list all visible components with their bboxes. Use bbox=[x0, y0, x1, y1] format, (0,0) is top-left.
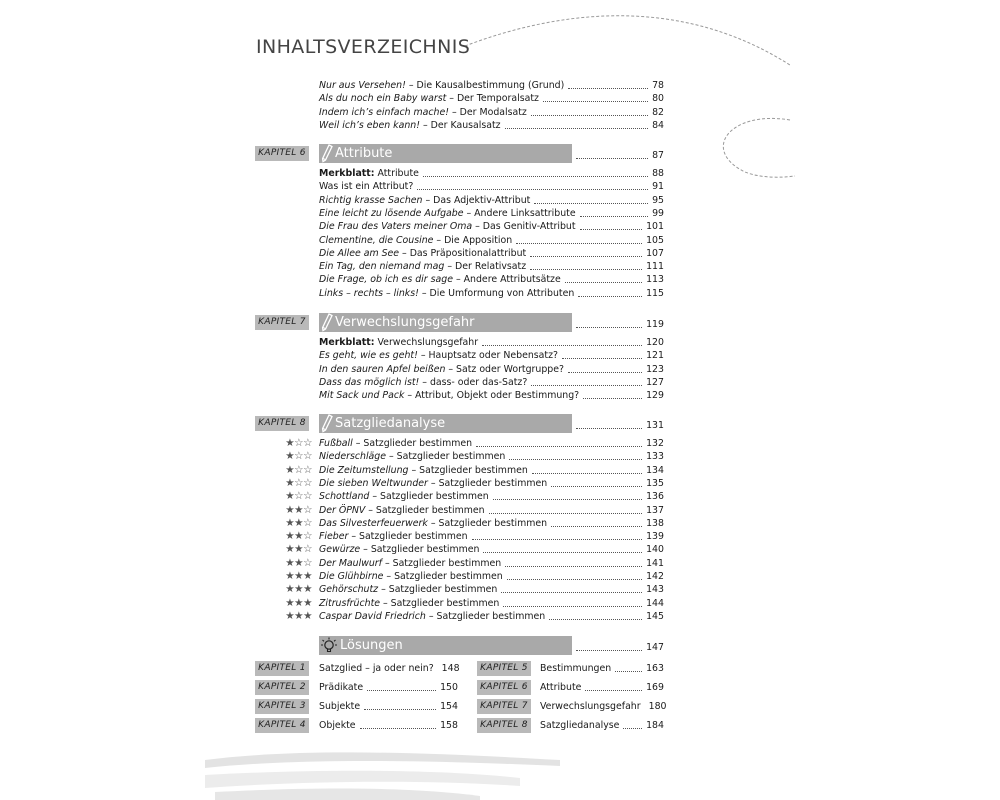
entry-page-number: 84 bbox=[652, 120, 664, 131]
solution-page-number: 150 bbox=[440, 682, 458, 693]
pencil-icon bbox=[320, 414, 334, 433]
pencil-icon bbox=[320, 144, 334, 163]
entry-title bbox=[319, 273, 561, 286]
entry-subtitle: – Die Kausalbestimmung (Grund) bbox=[405, 80, 565, 91]
toc-entry[interactable] bbox=[319, 376, 664, 389]
entry-subtitle: – Satzglieder bestimmen bbox=[381, 558, 502, 569]
entry-subtitle: – Satzglieder bestimmen bbox=[386, 451, 506, 462]
toc-entry[interactable] bbox=[319, 530, 664, 543]
entry-page-number: 121 bbox=[646, 350, 664, 361]
entry-page-number: 105 bbox=[646, 235, 664, 246]
dot-leader bbox=[531, 114, 648, 116]
dot-leader bbox=[483, 551, 642, 553]
solution-entry[interactable] bbox=[319, 662, 458, 675]
entry-subtitle: – Andere Attributsätze bbox=[452, 274, 561, 285]
entry-title bbox=[319, 610, 545, 623]
toc-entry[interactable] bbox=[319, 273, 664, 286]
dot-leader bbox=[543, 100, 648, 102]
entry-bold-label: Merkblatt: bbox=[319, 168, 375, 179]
chapter-label-badge: KAPITEL 7 bbox=[255, 315, 309, 330]
toc-entry[interactable] bbox=[319, 570, 664, 583]
entry-title bbox=[319, 530, 468, 543]
entry-title bbox=[319, 247, 526, 260]
entry-page-number: 134 bbox=[646, 465, 664, 476]
entry-title bbox=[319, 287, 574, 300]
entry-title bbox=[319, 207, 576, 220]
dot-leader bbox=[576, 427, 642, 429]
dot-leader bbox=[530, 255, 642, 257]
entry-page-number: 137 bbox=[646, 505, 664, 516]
chapter-title-bar[interactable] bbox=[319, 144, 572, 163]
toc-entry[interactable] bbox=[319, 79, 664, 92]
entry-title bbox=[319, 79, 564, 92]
entry-subtitle: – Der Modalsatz bbox=[449, 107, 527, 118]
entry-title bbox=[319, 543, 479, 556]
entry-subtitle: – dass- oder das-Satz? bbox=[419, 377, 528, 388]
entry-subtitle: – Das Genitiv-Attribut bbox=[472, 221, 576, 232]
dot-leader bbox=[503, 605, 642, 607]
solution-page-number: 154 bbox=[440, 701, 458, 712]
entry-italic-title: Die Glühbirne bbox=[319, 571, 384, 582]
solution-page-number: 158 bbox=[440, 720, 458, 731]
solution-entry[interactable] bbox=[540, 681, 664, 694]
entry-page-number: 141 bbox=[646, 558, 664, 569]
entry-italic-title: Dass das möglich ist! bbox=[319, 377, 420, 388]
entry-page-number: 88 bbox=[652, 168, 664, 179]
dot-leader bbox=[576, 157, 648, 159]
solution-entry[interactable] bbox=[540, 719, 664, 732]
difficulty-stars: ★☆☆ bbox=[285, 490, 312, 502]
solution-page-number: 169 bbox=[646, 682, 664, 693]
entry-title bbox=[319, 597, 499, 610]
toc-entry[interactable] bbox=[319, 180, 664, 193]
solution-entry[interactable] bbox=[540, 700, 667, 713]
chapter-label-badge: KAPITEL 1 bbox=[255, 661, 309, 676]
entry-page-number: 140 bbox=[646, 544, 664, 555]
entry-subtitle: Was ist ein Attribut? bbox=[319, 181, 414, 192]
entry-italic-title: Mit Sack und Pack bbox=[319, 390, 405, 401]
entry-italic-title: In den sauren Apfel beißen bbox=[319, 364, 446, 375]
entry-page-number: 145 bbox=[646, 611, 664, 622]
entry-italic-title: Niederschläge bbox=[319, 451, 387, 462]
toc-entry[interactable] bbox=[319, 437, 664, 450]
chapter-title: Satzgliedanalyse bbox=[335, 416, 446, 431]
difficulty-stars: ★☆☆ bbox=[285, 437, 312, 449]
dot-leader bbox=[580, 215, 648, 217]
entry-italic-title: Caspar David Friedrich bbox=[319, 611, 426, 622]
chapter-page-row bbox=[576, 641, 664, 654]
entry-italic-title: Schottland bbox=[319, 491, 370, 502]
difficulty-stars: ★★★ bbox=[285, 610, 312, 622]
dot-leader bbox=[623, 727, 642, 729]
dot-leader bbox=[509, 458, 642, 460]
dot-leader bbox=[551, 485, 642, 487]
dot-leader bbox=[534, 202, 648, 204]
entry-subtitle: Verwechslungsgefahr bbox=[374, 337, 479, 348]
toc-entry[interactable] bbox=[319, 119, 664, 132]
entry-subtitle: – Die Umformung von Attributen bbox=[418, 288, 575, 299]
entry-title bbox=[319, 490, 489, 503]
entry-page-number: 123 bbox=[646, 364, 664, 375]
dot-leader bbox=[472, 538, 642, 540]
toc-entry[interactable] bbox=[319, 610, 664, 623]
solution-entry[interactable] bbox=[319, 681, 458, 694]
difficulty-stars: ★★☆ bbox=[285, 517, 312, 529]
chapter-label-badge: KAPITEL 3 bbox=[255, 699, 309, 714]
difficulty-stars: ★★☆ bbox=[285, 543, 312, 555]
entry-title bbox=[319, 167, 419, 180]
chapter-title-bar[interactable] bbox=[319, 313, 572, 332]
dot-leader bbox=[516, 242, 642, 244]
dot-leader bbox=[507, 578, 642, 580]
solution-page-number: 180 bbox=[648, 701, 667, 712]
entry-italic-title: Fieber bbox=[319, 531, 349, 542]
entry-page-number: 120 bbox=[646, 337, 664, 348]
solution-entry[interactable] bbox=[319, 719, 458, 732]
entry-subtitle: – Satzglieder bestimmen bbox=[380, 598, 500, 609]
toc-entry[interactable] bbox=[319, 389, 664, 402]
dot-leader bbox=[568, 87, 648, 89]
dot-leader bbox=[505, 127, 648, 129]
entry-italic-title: Gewürze bbox=[319, 544, 361, 555]
toc-entry[interactable] bbox=[319, 363, 664, 376]
dot-leader bbox=[417, 188, 648, 190]
dot-leader bbox=[532, 472, 642, 474]
entry-page-number: 80 bbox=[652, 93, 664, 104]
entry-italic-title: Gehörschutz bbox=[319, 584, 379, 595]
dot-leader bbox=[489, 512, 643, 514]
entry-subtitle: – Das Adjektiv-Attribut bbox=[422, 195, 531, 206]
chapter-label-badge: KAPITEL 8 bbox=[477, 718, 531, 733]
solution-title: Subjekte bbox=[319, 701, 361, 712]
entry-italic-title: Der Maulwurf bbox=[319, 558, 382, 569]
entry-title bbox=[319, 180, 413, 193]
entry-title bbox=[319, 363, 564, 376]
entry-italic-title: Indem ich’s einfach mache! bbox=[319, 107, 450, 118]
toc-entry[interactable] bbox=[319, 234, 664, 247]
chapter-label-badge: KAPITEL 6 bbox=[255, 146, 309, 161]
entry-italic-title: Clementine, die Cousine bbox=[319, 235, 434, 246]
entry-italic-title: Der ÖPNV bbox=[319, 505, 366, 516]
entry-subtitle: – Satzglieder bestimmen bbox=[348, 531, 468, 542]
dot-leader bbox=[364, 708, 436, 710]
entry-page-number: 144 bbox=[646, 598, 664, 609]
solution-entry[interactable] bbox=[319, 700, 458, 713]
entry-page-number: 82 bbox=[652, 107, 664, 118]
solution-page-number: 163 bbox=[646, 663, 664, 674]
toc-entry[interactable] bbox=[319, 557, 664, 570]
dot-leader bbox=[482, 344, 642, 346]
entry-italic-title: Es geht, wie es geht! bbox=[319, 350, 418, 361]
dot-leader bbox=[549, 618, 642, 620]
toc-entry[interactable] bbox=[319, 220, 664, 233]
dot-leader bbox=[580, 228, 643, 230]
chapter-page-number: 87 bbox=[652, 150, 664, 161]
difficulty-stars: ★☆☆ bbox=[285, 477, 312, 489]
entry-page-number: 129 bbox=[646, 390, 664, 401]
difficulty-stars: ★★★ bbox=[285, 583, 312, 595]
toc-entry[interactable] bbox=[319, 543, 664, 556]
entry-title bbox=[319, 450, 505, 463]
entry-title bbox=[319, 376, 527, 389]
pencil-icon bbox=[320, 313, 334, 332]
chapter-label-badge: KAPITEL 5 bbox=[477, 661, 531, 676]
dot-leader bbox=[367, 689, 436, 691]
entry-title bbox=[319, 220, 576, 233]
entry-italic-title: Eine leicht zu lösende Aufgabe bbox=[319, 208, 464, 219]
toc-entry[interactable] bbox=[319, 260, 664, 273]
entry-italic-title: Die Frage, ob ich es dir sage bbox=[319, 274, 453, 285]
dot-leader bbox=[565, 281, 642, 283]
entry-subtitle: – Satzglieder bestimmen bbox=[408, 465, 528, 476]
entry-bold-label: Merkblatt: bbox=[319, 337, 375, 348]
entry-page-number: 142 bbox=[646, 571, 664, 582]
entry-italic-title: Die Allee am See bbox=[319, 248, 400, 259]
chapter-label-badge: KAPITEL 2 bbox=[255, 680, 309, 695]
toc-entry[interactable] bbox=[319, 336, 664, 349]
entry-subtitle: – Satzglieder bestimmen bbox=[383, 571, 503, 582]
entry-page-number: 132 bbox=[646, 438, 664, 449]
dot-leader bbox=[576, 326, 642, 328]
difficulty-stars: ★☆☆ bbox=[285, 450, 312, 462]
entry-subtitle: – Der Kausalsatz bbox=[420, 120, 501, 131]
solution-title: Bestimmungen bbox=[540, 663, 612, 674]
dot-leader bbox=[493, 498, 642, 500]
dot-leader bbox=[501, 591, 642, 593]
entry-subtitle: – Satzglieder bestimmen bbox=[425, 611, 546, 622]
toc-entry[interactable] bbox=[319, 583, 664, 596]
entry-italic-title: Fußball bbox=[319, 438, 353, 449]
entry-subtitle: – Der Relativsatz bbox=[444, 261, 527, 272]
entry-page-number: 95 bbox=[652, 195, 664, 206]
entry-title bbox=[319, 389, 579, 402]
solution-title: Verwechslungsgefahr bbox=[540, 701, 641, 712]
entry-title bbox=[319, 119, 501, 132]
toc-entry[interactable] bbox=[319, 464, 664, 477]
dot-leader bbox=[551, 525, 642, 527]
dot-leader bbox=[583, 397, 642, 399]
entry-italic-title: Die Zeitumstellung bbox=[319, 465, 409, 476]
entry-italic-title: Nur aus Versehen! bbox=[319, 80, 406, 91]
difficulty-stars: ★★★ bbox=[285, 570, 312, 582]
solution-title: Objekte bbox=[319, 720, 356, 731]
page-title: INHALTSVERZEICHNIS bbox=[256, 36, 471, 58]
solution-title: Prädikate bbox=[319, 682, 364, 693]
chapter-title-bar[interactable] bbox=[319, 414, 572, 433]
entry-page-number: 107 bbox=[646, 248, 664, 259]
entry-title bbox=[319, 517, 547, 530]
solution-title: Attribute bbox=[540, 682, 582, 693]
toc-entry[interactable] bbox=[319, 194, 664, 207]
entry-title bbox=[319, 106, 527, 119]
chapter-page-row bbox=[576, 318, 664, 331]
entry-page-number: 127 bbox=[646, 377, 664, 388]
toc-entry[interactable] bbox=[319, 207, 664, 220]
entry-subtitle: – Satzglieder bestimmen bbox=[378, 584, 498, 595]
chapter-label-badge: KAPITEL 6 bbox=[477, 680, 531, 695]
entry-title bbox=[319, 570, 503, 583]
difficulty-stars: ★★☆ bbox=[285, 530, 312, 542]
entry-title bbox=[319, 464, 528, 477]
toc-entry[interactable] bbox=[319, 450, 664, 463]
solution-page-number: 184 bbox=[646, 720, 664, 731]
entry-title bbox=[319, 194, 530, 207]
toc-entry[interactable] bbox=[319, 517, 664, 530]
dot-leader bbox=[568, 371, 642, 373]
dot-leader bbox=[585, 689, 642, 691]
entry-italic-title: Die Frau des Vaters meiner Oma bbox=[319, 221, 473, 232]
entry-subtitle: – Satz oder Wortgruppe? bbox=[445, 364, 564, 375]
entry-subtitle: – Satzglieder bestimmen bbox=[365, 505, 485, 516]
entry-page-number: 143 bbox=[646, 584, 664, 595]
dot-leader bbox=[562, 357, 642, 359]
entry-subtitle: – Attribut, Objekt oder Bestimmung? bbox=[404, 390, 580, 401]
chapter-title: Lösungen bbox=[340, 638, 403, 653]
toc-entry[interactable] bbox=[319, 287, 664, 300]
entry-title bbox=[319, 504, 485, 517]
toc-entry[interactable] bbox=[319, 490, 664, 503]
entry-page-number: 99 bbox=[652, 208, 664, 219]
dot-leader bbox=[505, 565, 642, 567]
solution-page-number: 148 bbox=[441, 663, 460, 674]
toc-entry[interactable] bbox=[319, 504, 664, 517]
dot-leader bbox=[578, 295, 642, 297]
entry-subtitle: – Hauptsatz oder Nebensatz? bbox=[417, 350, 558, 361]
solution-title: Satzgliedanalyse bbox=[540, 720, 620, 731]
entry-page-number: 101 bbox=[646, 221, 664, 232]
entry-italic-title: Die sieben Weltwunder bbox=[319, 478, 428, 489]
entry-title bbox=[319, 234, 512, 247]
entry-page-number: 113 bbox=[646, 274, 664, 285]
entry-page-number: 133 bbox=[646, 451, 664, 462]
dot-leader bbox=[531, 384, 642, 386]
dot-leader bbox=[576, 649, 642, 651]
chapter-label-badge: KAPITEL 4 bbox=[255, 718, 309, 733]
entry-italic-title: Als du noch ein Baby warst bbox=[319, 93, 447, 104]
entry-subtitle: – Satzglieder bestimmen bbox=[427, 478, 548, 489]
toc-entry[interactable] bbox=[319, 349, 664, 362]
entry-title bbox=[319, 477, 547, 490]
entry-italic-title: Zitrusfrüchte bbox=[319, 598, 381, 609]
entry-title bbox=[319, 583, 497, 596]
chapter-page-number: 147 bbox=[646, 642, 664, 653]
difficulty-stars: ★★☆ bbox=[285, 504, 312, 516]
solution-title: Satzglied – ja oder nein? bbox=[319, 663, 434, 674]
difficulty-stars: ★☆☆ bbox=[285, 464, 312, 476]
solution-entry[interactable] bbox=[540, 662, 664, 675]
entry-subtitle: – Das Präpositionalattribut bbox=[399, 248, 527, 259]
chapter-title-bar[interactable] bbox=[319, 636, 572, 655]
chapter-title: Verwechslungsgefahr bbox=[335, 315, 475, 330]
chapter-page-row bbox=[576, 149, 664, 162]
entry-italic-title: Das Silvesterfeuerwerk bbox=[319, 518, 428, 529]
entry-page-number: 91 bbox=[652, 181, 664, 192]
toc-entry[interactable] bbox=[319, 167, 664, 180]
entry-title bbox=[319, 336, 478, 349]
toc-entry[interactable] bbox=[319, 477, 664, 490]
dot-leader bbox=[615, 670, 642, 672]
entry-page-number: 139 bbox=[646, 531, 664, 542]
entry-title bbox=[319, 92, 539, 105]
lightbulb-icon bbox=[319, 636, 337, 655]
entry-subtitle: – Satzglieder bestimmen bbox=[369, 491, 489, 502]
toc-entry[interactable] bbox=[319, 597, 664, 610]
entry-page-number: 78 bbox=[652, 80, 664, 91]
difficulty-stars: ★★★ bbox=[285, 597, 312, 609]
dot-leader bbox=[423, 175, 648, 177]
toc-entry[interactable] bbox=[319, 92, 664, 105]
chapter-page-row bbox=[576, 419, 664, 432]
chapter-page-number: 119 bbox=[646, 319, 664, 330]
chapter-page-number: 131 bbox=[646, 420, 664, 431]
entry-italic-title: Weil ich’s eben kann! bbox=[319, 120, 420, 131]
entry-page-number: 138 bbox=[646, 518, 664, 529]
entry-title bbox=[319, 349, 558, 362]
entry-page-number: 135 bbox=[646, 478, 664, 489]
entry-subtitle: – Satzglieder bestimmen bbox=[427, 518, 548, 529]
difficulty-stars: ★★☆ bbox=[285, 557, 312, 569]
entry-italic-title: Richtig krasse Sachen bbox=[319, 195, 423, 206]
entry-page-number: 111 bbox=[646, 261, 664, 272]
chapter-title: Attribute bbox=[335, 146, 393, 161]
entry-subtitle: – Die Apposition bbox=[433, 235, 513, 246]
entry-subtitle: – Satzglieder bestimmen bbox=[352, 438, 473, 449]
entry-page-number: 115 bbox=[646, 288, 664, 299]
entry-title bbox=[319, 557, 501, 570]
entry-subtitle: – Der Temporalsatz bbox=[446, 93, 539, 104]
chapter-label-badge: KAPITEL 8 bbox=[255, 416, 309, 431]
entry-title bbox=[319, 260, 526, 273]
dot-leader bbox=[476, 445, 642, 447]
dot-leader bbox=[360, 727, 437, 729]
dot-leader bbox=[530, 268, 642, 270]
toc-entry[interactable] bbox=[319, 247, 664, 260]
entry-italic-title: Links – rechts – links! bbox=[319, 288, 419, 299]
entry-title bbox=[319, 437, 472, 450]
entry-subtitle: Attribute bbox=[374, 168, 419, 179]
chapter-label-badge: KAPITEL 7 bbox=[477, 699, 531, 714]
entry-page-number: 136 bbox=[646, 491, 664, 502]
entry-italic-title: Ein Tag, den niemand mag bbox=[319, 261, 445, 272]
entry-subtitle: – Andere Linksattribute bbox=[463, 208, 576, 219]
toc-entry[interactable] bbox=[319, 106, 664, 119]
entry-subtitle: – Satzglieder bestimmen bbox=[360, 544, 480, 555]
